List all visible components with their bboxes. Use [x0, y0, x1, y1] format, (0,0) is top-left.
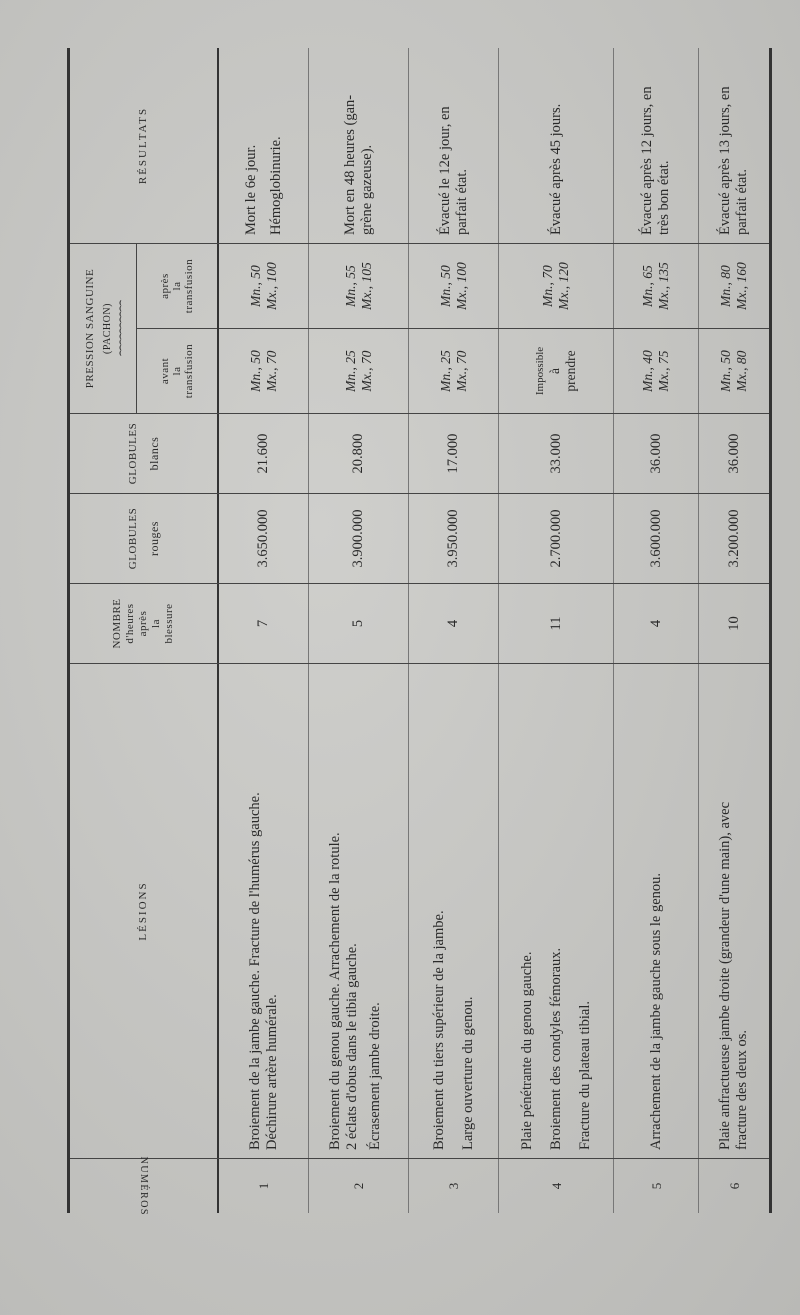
row-6-heures: 10 [725, 616, 742, 631]
column-pression [70, 243, 769, 413]
row-2-resultats [309, 48, 409, 243]
row-1-avant [219, 329, 309, 413]
pressure-value: Mn., 80 [718, 265, 733, 307]
pressure-value: Mn., 50 [247, 265, 263, 307]
header-text: la [171, 366, 183, 376]
row-6-num: 6 [726, 1182, 742, 1190]
row-1-heures: 7 [219, 584, 309, 663]
row-2-apres [309, 244, 409, 328]
header-pression [70, 244, 219, 413]
row-4-lesions [499, 664, 614, 1158]
pressure-value: Impossible [533, 346, 546, 396]
pressure-value: Mx., 75 [656, 350, 671, 392]
pressure-value: Mn., 55 [342, 265, 358, 307]
header-lesions-label: LÉSIONS [137, 881, 149, 941]
header-numeros [70, 1156, 219, 1216]
header-globules-rouges-label [127, 508, 161, 569]
column-heures [70, 583, 769, 663]
header-globules-blancs-label [127, 423, 161, 484]
lesion-line: Plaie anfractueuse jambe droite (grandeur d'une main), avec [717, 801, 733, 1150]
result-line: Évacué après 13 jours, en [717, 86, 733, 235]
result-line: Évacué le 12e jour, en [436, 106, 453, 235]
row-6-resultats [699, 48, 769, 243]
row-4-num: 4 [499, 1159, 614, 1213]
lesion-line: Broiement de la jambe gauche. Fracture de l'humérus gauche. [246, 792, 263, 1150]
result-line: Évacué après 45 jours. [547, 103, 564, 235]
row-4-resultats [499, 48, 614, 243]
header-text: après [137, 610, 149, 637]
row-4-heures: 11 [499, 584, 614, 663]
row-4-rouges: 2.700.000 [499, 494, 614, 583]
globules-blancs-body [219, 414, 769, 493]
header-globules-blancs [70, 414, 219, 493]
row-6-rouges: 3.200.000 [725, 509, 742, 568]
pressure-value: Mn., 65 [640, 265, 655, 307]
header-text: blessure [163, 603, 175, 644]
header-text: d'heures [124, 603, 136, 644]
row-3-heures: 4 [409, 584, 499, 663]
row-5-avant [614, 329, 699, 413]
lesion-line: fracture des deux os. [734, 1030, 750, 1150]
table-wrapper [67, 48, 772, 1216]
header-text: rouges [146, 521, 161, 557]
result-line: Évacué après 12 jours, en [639, 86, 655, 235]
header-pression-label: PRESSION SANGUINE [83, 268, 96, 389]
lesion-line: Broiement des condyles fémoraux. [547, 947, 564, 1150]
header-avant [137, 328, 217, 413]
row-5-num: 5 [614, 1159, 699, 1213]
column-numeros [70, 1156, 769, 1216]
header-pression-top [74, 269, 136, 388]
pressure-value: Mx., 70 [453, 350, 469, 392]
row-4-apres [499, 244, 614, 328]
row-2-heures: 5 [309, 584, 409, 663]
pressure-value: Mx., 120 [556, 262, 571, 310]
row-6-apres [699, 244, 769, 328]
result-line: Hémoglobinurie. [267, 136, 284, 235]
result-line: Mort en 48 heures (gan- [341, 94, 358, 235]
row-3-resultats [409, 48, 499, 243]
header-heures [70, 584, 219, 663]
row-4-blancs: 33.000 [499, 414, 614, 493]
row-2-num: 2 [309, 1159, 409, 1213]
row-5-blancs: 36.000 [614, 414, 699, 493]
row-6-blancs: 36.000 [725, 433, 742, 474]
pressure-value: Mn., 25 [437, 350, 453, 392]
pressure-value: Mn., 25 [342, 350, 358, 392]
header-text: GLOBULES [126, 422, 139, 485]
row-2-lesions [309, 664, 409, 1158]
transfusion-table [67, 48, 772, 1216]
brace-icon: ⌢⌢⌢⌢⌢⌢⌢⌢⌢⌢ [114, 300, 126, 357]
row-3-num: 3 [409, 1159, 499, 1213]
header-resultats-label: RÉSULTATS [137, 106, 149, 185]
lesion-line: Broiement du tiers supérieur de la jambe. [430, 910, 447, 1150]
lesion-line: Écrasement jambe droite. [367, 1002, 383, 1150]
row-2-blancs: 20.800 [309, 414, 409, 493]
pressure-value: Mn., 50 [247, 350, 263, 392]
globules-rouges-body [219, 494, 769, 583]
header-text: NOMBRE [111, 598, 123, 649]
pressure-value: à [546, 368, 562, 374]
result-line: grène gazeuse). [358, 144, 375, 235]
pressure-value: Mx., 105 [358, 262, 374, 310]
heures-body [219, 584, 769, 663]
header-text: GLOBULES [126, 507, 139, 570]
row-5-heures: 4 [614, 584, 699, 663]
row-3-rouges: 3.950.000 [409, 494, 499, 583]
pression-avant-col [219, 328, 769, 413]
header-text: avant [159, 357, 171, 385]
header-text: la [171, 281, 183, 291]
lesion-line: Plaie pénétrante du genou gauche. [518, 951, 535, 1150]
lesion-line: Arrachement de la jambe gauche sous le genou. [647, 872, 664, 1150]
resultats-body [219, 48, 769, 243]
lesion-line: Broiement du genou gauche. Arrachement de la rotule. [327, 832, 343, 1150]
header-text: transfusion [183, 258, 195, 314]
row-3-lesions [409, 664, 499, 1158]
pression-body [219, 244, 769, 413]
pressure-value: Mx., 80 [734, 350, 749, 392]
row-3-blancs: 17.000 [409, 414, 499, 493]
column-globules-blancs [70, 413, 769, 493]
lesion-line: Déchirure artère humérale. [263, 994, 280, 1150]
row-2-rouges: 3.900.000 [309, 494, 409, 583]
lesion-line: Fracture du plateau tibial. [576, 1001, 593, 1150]
header-pachon-label: (PACHON) [101, 303, 113, 354]
pressure-value: Mx., 70 [358, 350, 374, 392]
lesions-body [219, 664, 769, 1158]
header-resultats [70, 48, 219, 243]
result-line: Mort le 6e jour. [242, 144, 259, 235]
pressure-value: prendre [562, 350, 578, 392]
row-1-lesions [219, 664, 309, 1158]
header-numeros-label: NUMÉROS [138, 1156, 149, 1216]
header-text: transfusion [183, 343, 195, 399]
row-5-apres [614, 244, 699, 328]
pression-apres-col [219, 244, 769, 328]
pressure-value: Mx., 70 [263, 350, 279, 392]
column-globules-rouges [70, 493, 769, 583]
row-5-resultats [614, 48, 699, 243]
row-3-apres [409, 244, 499, 328]
row-1-rouges: 3.650.000 [219, 494, 309, 583]
result-line: très bon état. [656, 160, 672, 235]
row-4-avant [499, 329, 614, 413]
row-1-blancs: 21.600 [219, 414, 309, 493]
header-heures-label [111, 598, 176, 648]
header-globules-rouges [70, 494, 219, 583]
header-text: blancs [146, 436, 161, 471]
header-apres [137, 244, 217, 328]
column-lesions [70, 663, 769, 1158]
row-1-apres [219, 244, 309, 328]
header-pression-sub [136, 244, 217, 413]
pressure-value: Mn., 50 [718, 350, 733, 392]
row-6-avant [699, 329, 769, 413]
result-line: parfait état. [453, 168, 470, 235]
row-1-resultats [219, 48, 309, 243]
row-3-avant [409, 329, 499, 413]
column-resultats [70, 48, 769, 243]
numeros-body [219, 1159, 769, 1213]
pressure-value: Mx., 160 [734, 262, 749, 310]
header-text: après [159, 273, 171, 299]
row-6-lesions [699, 664, 769, 1158]
pressure-value: Mn., 50 [437, 265, 453, 307]
header-lesions [70, 664, 219, 1158]
pressure-value: Mx., 100 [263, 262, 279, 310]
row-5-rouges: 3.600.000 [614, 494, 699, 583]
pressure-value: Mx., 100 [453, 262, 469, 310]
header-text: la [150, 619, 162, 628]
result-line: parfait état. [734, 168, 750, 235]
row-5-lesions [614, 664, 699, 1158]
pressure-value: Mx., 135 [656, 262, 671, 310]
pressure-value: Mn., 70 [540, 265, 555, 307]
lesion-line: Large ouverture du genou. [459, 996, 476, 1150]
lesion-line: 2 éclats d'obus dans le tibia gauche. [344, 943, 360, 1150]
row-2-avant [309, 329, 409, 413]
row-1-num: 1 [219, 1159, 309, 1213]
pressure-value: Mn., 40 [640, 350, 655, 392]
